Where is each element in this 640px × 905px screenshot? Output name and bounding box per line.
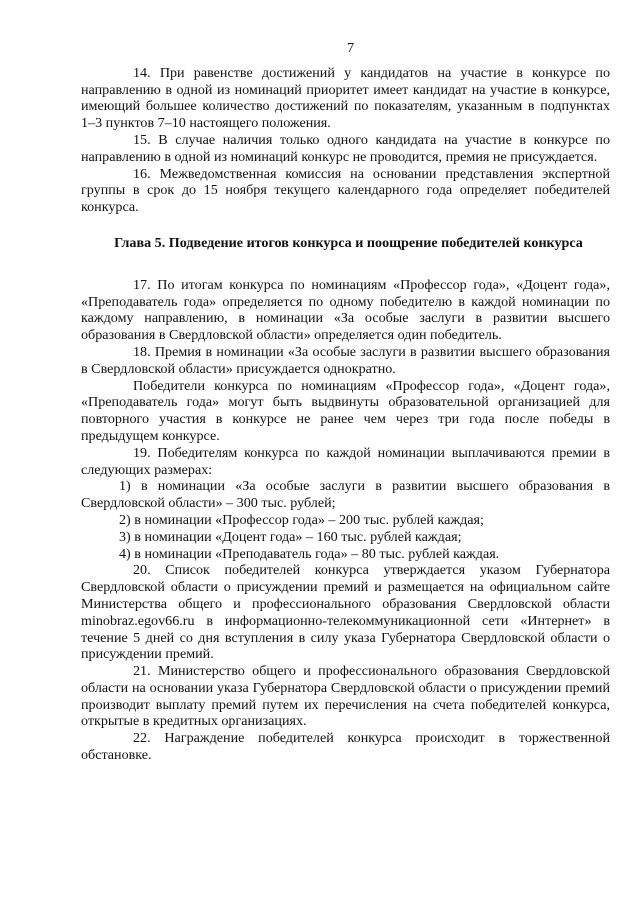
paragraph-21: 21. Министерство общего и профессионального образования Свердловской области на основании указа Губернатора Свердловской области о присуждении премий производит выплату премий путем их перечисления на счета победителей конкурса, открытые в кредитных организациях. bbox=[81, 663, 610, 730]
paragraph-22: 22. Награждение победителей конкурса происходит в торжественной обстановке. bbox=[81, 730, 610, 764]
paragraph-14: 14. При равенстве достижений у кандидатов на участие в конкурсе по направлению в одной из номинаций приоритет имеет кандидат на участие в конкурсе, имеющий большее количество достижений по показателям, указанным в подпунктах 1–3 пунктов 7–10 настоящего положения. bbox=[81, 64, 610, 132]
paragraph-15: 15. В случае наличия только одного кандидата на участие в конкурсе по направлению в одной из номинаций конкурс не проводится, премия не присуждается. bbox=[81, 131, 610, 165]
list-item: 3) в номинации «Доцент года» – 160 тыс. рублей каждая; bbox=[119, 528, 462, 545]
paragraph-17: 17. По итогам конкурса по номинациям «Профессор года», «Доцент года», «Преподаватель года» определяется по одному победителю в каждой номинации по каждому направлению, в номинации «За особые заслуги в развитии высшего образования в Свердловской области» определяется один победитель. bbox=[81, 276, 610, 344]
page-number: 7 bbox=[346, 40, 355, 56]
paragraph-winners-repeat: Победители конкурса по номинациям «Профессор года», «Доцент года», «Преподаватель года» могут быть выдвинуты образовательной организацией для повторного участия в конкурсе не ранее чем через три года после победы в предыдущем конкурсе. bbox=[81, 377, 610, 444]
paragraph-18: 18. Премия в номинации «За особые заслуги в развитии высшего образования в Свердловской области» присуждается однократно. bbox=[81, 343, 610, 377]
list-item: 2) в номинации «Профессор года» – 200 тыс. рублей каждая; bbox=[119, 511, 484, 528]
paragraph-20: 20. Список победителей конкурса утверждается указом Губернатора Свердловской области о присуждении премий и размещается на официальном сайте Министерства общего и профессионального образования Свердловской области minobraz.egov66.ru в информационно-телекоммуникационной сети «Интернет» в течение 5 дней со дня вступления в силу указа Губернатора Свердловской области о присуждении премий. bbox=[81, 562, 610, 663]
list-item: 1) в номинации «За особые заслуги в развитии высшего образования в Свердловской области» – 300 тыс. рублей; bbox=[81, 478, 610, 512]
list-item: 4) в номинации «Преподаватель года» – 80 тыс. рублей каждая. bbox=[119, 545, 500, 562]
paragraph-19: 19. Победителям конкурса по каждой номинации выплачиваются премии в следующих размерах: bbox=[81, 444, 610, 478]
paragraph-16: 16. Межведомственная комиссия на основании представления экспертной группы в срок до 15 ноября текущего календарного года определяет победителей конкурса. bbox=[81, 165, 610, 216]
chapter-heading: Глава 5. Подведение итогов конкурса и поощрение победителей конкурса bbox=[114, 234, 583, 251]
